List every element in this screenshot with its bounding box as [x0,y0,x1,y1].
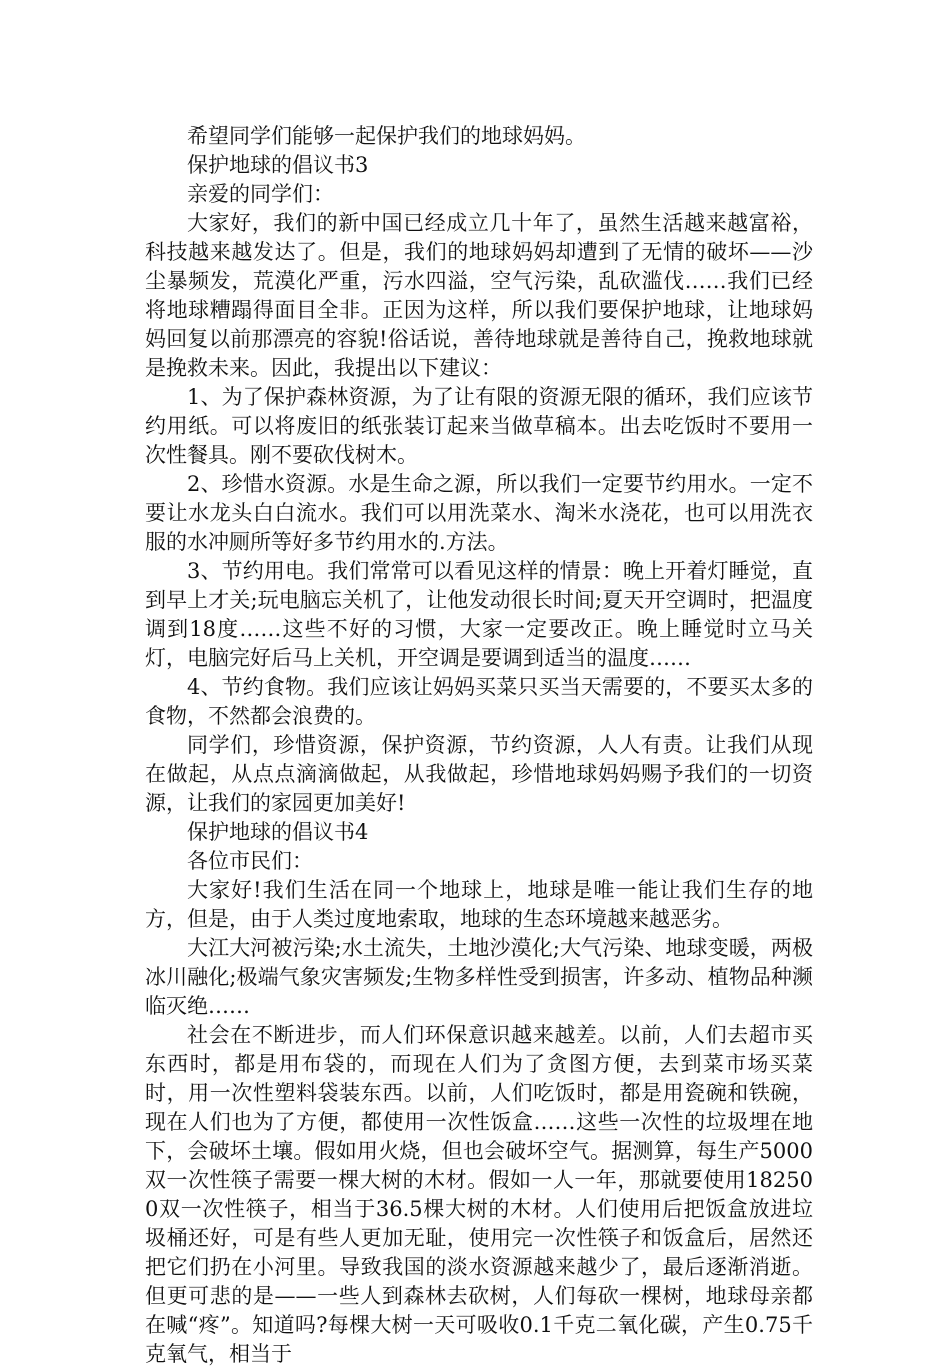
salutation-students: 亲爱的同学们： [187,182,334,206]
paragraph-call-to-action: 同学们，珍惜资源，保护资源，节约资源，人人有责。让我们从现在做起，从点点滴滴做起，从我做起，珍惜地球妈妈赐予我们的一切资源，让我们的家园更加美好! [145,733,813,815]
document-page [145,122,813,1369]
paragraph-suggestion-4: 4、节约食物。我们应该让妈妈买菜只买当天需要的，不要买太多的食物，不然都会浪费的。 [145,675,813,728]
paragraph-suggestion-3: 3、节约用电。我们常常可以看见这样的情景：晚上开着灯睡觉，直到早上才关;玩电脑忘关机了，让他发动很长时间;夏天开空调时，把温度调到18度……这些不好的习惯，大家一定要改正。晚上睡觉时立马关灯，电脑完好后马上关机，开空调是要调到适当的温度…… [145,559,813,670]
paragraph-problems: 大江大河被污染;水土流失，土地沙漠化;大气污染、地球变暖，两极冰川融化;极端气象灾害频发;生物多样性受到损害，许多动、植物品种濒临灭绝…… [145,936,813,1018]
paragraph-society: 社会在不断进步，而人们环保意识越来越差。以前，人们去超市买东西时，都是用布袋的，而现在人们为了贪图方便，去到菜市场买菜时，用一次性塑料袋装东西。以前，人们吃饭时，都是用瓷碗和铁碗，现在人们也为了方便，都使用一次性饭盒……这些一次性的垃圾埋在地下，会破坏土壤。假如用火烧，但也会破坏空气。据测算，每生产5000双一次性筷子需要一棵大树的木材。假如一人一年，那就要使用182500双一次性筷子，相当于36.5棵大树的木材。人们使用后把饭盒放进垃圾桶还好，可是有些人更加无耻，使用完一次性筷子和饭盒后，居然还把它们扔在小河里。导致我国的淡水资源越来越少了，最后逐渐消逝。但更可悲的是——一些人到森林去砍树，人们每砍一棵树，地球母亲都在喊“疼”。知道吗?每棵大树一天可吸收0.1千克二氧化碳，产生0.75千克氧气，相当于 [145,1023,813,1366]
paragraph-suggestion-1: 1、为了保护森林资源，为了让有限的资源无限的循环，我们应该节约用纸。可以将废旧的纸张装订起来当做草稿本。出去吃饭时不要用一次性餐具。刚不要砍伐树木。 [145,385,813,467]
paragraph-greeting: 大家好!我们生活在同一个地球上，地球是唯一能让我们生存的地方，但是，由于人类过度地索取，地球的生态环境越来越恶劣。 [145,878,813,931]
salutation-citizens: 各位市民们： [187,849,313,873]
paragraph-suggestion-2: 2、珍惜水资源。水是生命之源，所以我们一定要节约用水。一定不要让水龙头白白流水。我们可以用洗菜水、淘米水浇花，也可以用洗衣服的水冲厕所等好多节约用水的.方法。 [145,472,813,554]
section-title-4: 保护地球的倡议书4 [187,820,369,844]
paragraph-closing-wish: 希望同学们能够一起保护我们的地球妈妈。 [187,124,586,148]
paragraph-intro: 大家好，我们的新中国已经成立几十年了，虽然生活越来越富裕，科技越来越发达了。但是，我们的地球妈妈却遭到了无情的破坏——沙尘暴频发，荒漠化严重，污水四溢，空气污染，乱砍滥伐……我们已经将地球糟蹋得面目全非。正因为这样，所以我们要保护地球，让地球妈妈回复以前那漂亮的容貌!俗话说，善待地球就是善待自己，挽救地球就是挽救未来。因此，我提出以下建议： [145,211,813,380]
section-title-3: 保护地球的倡议书3 [187,153,369,177]
